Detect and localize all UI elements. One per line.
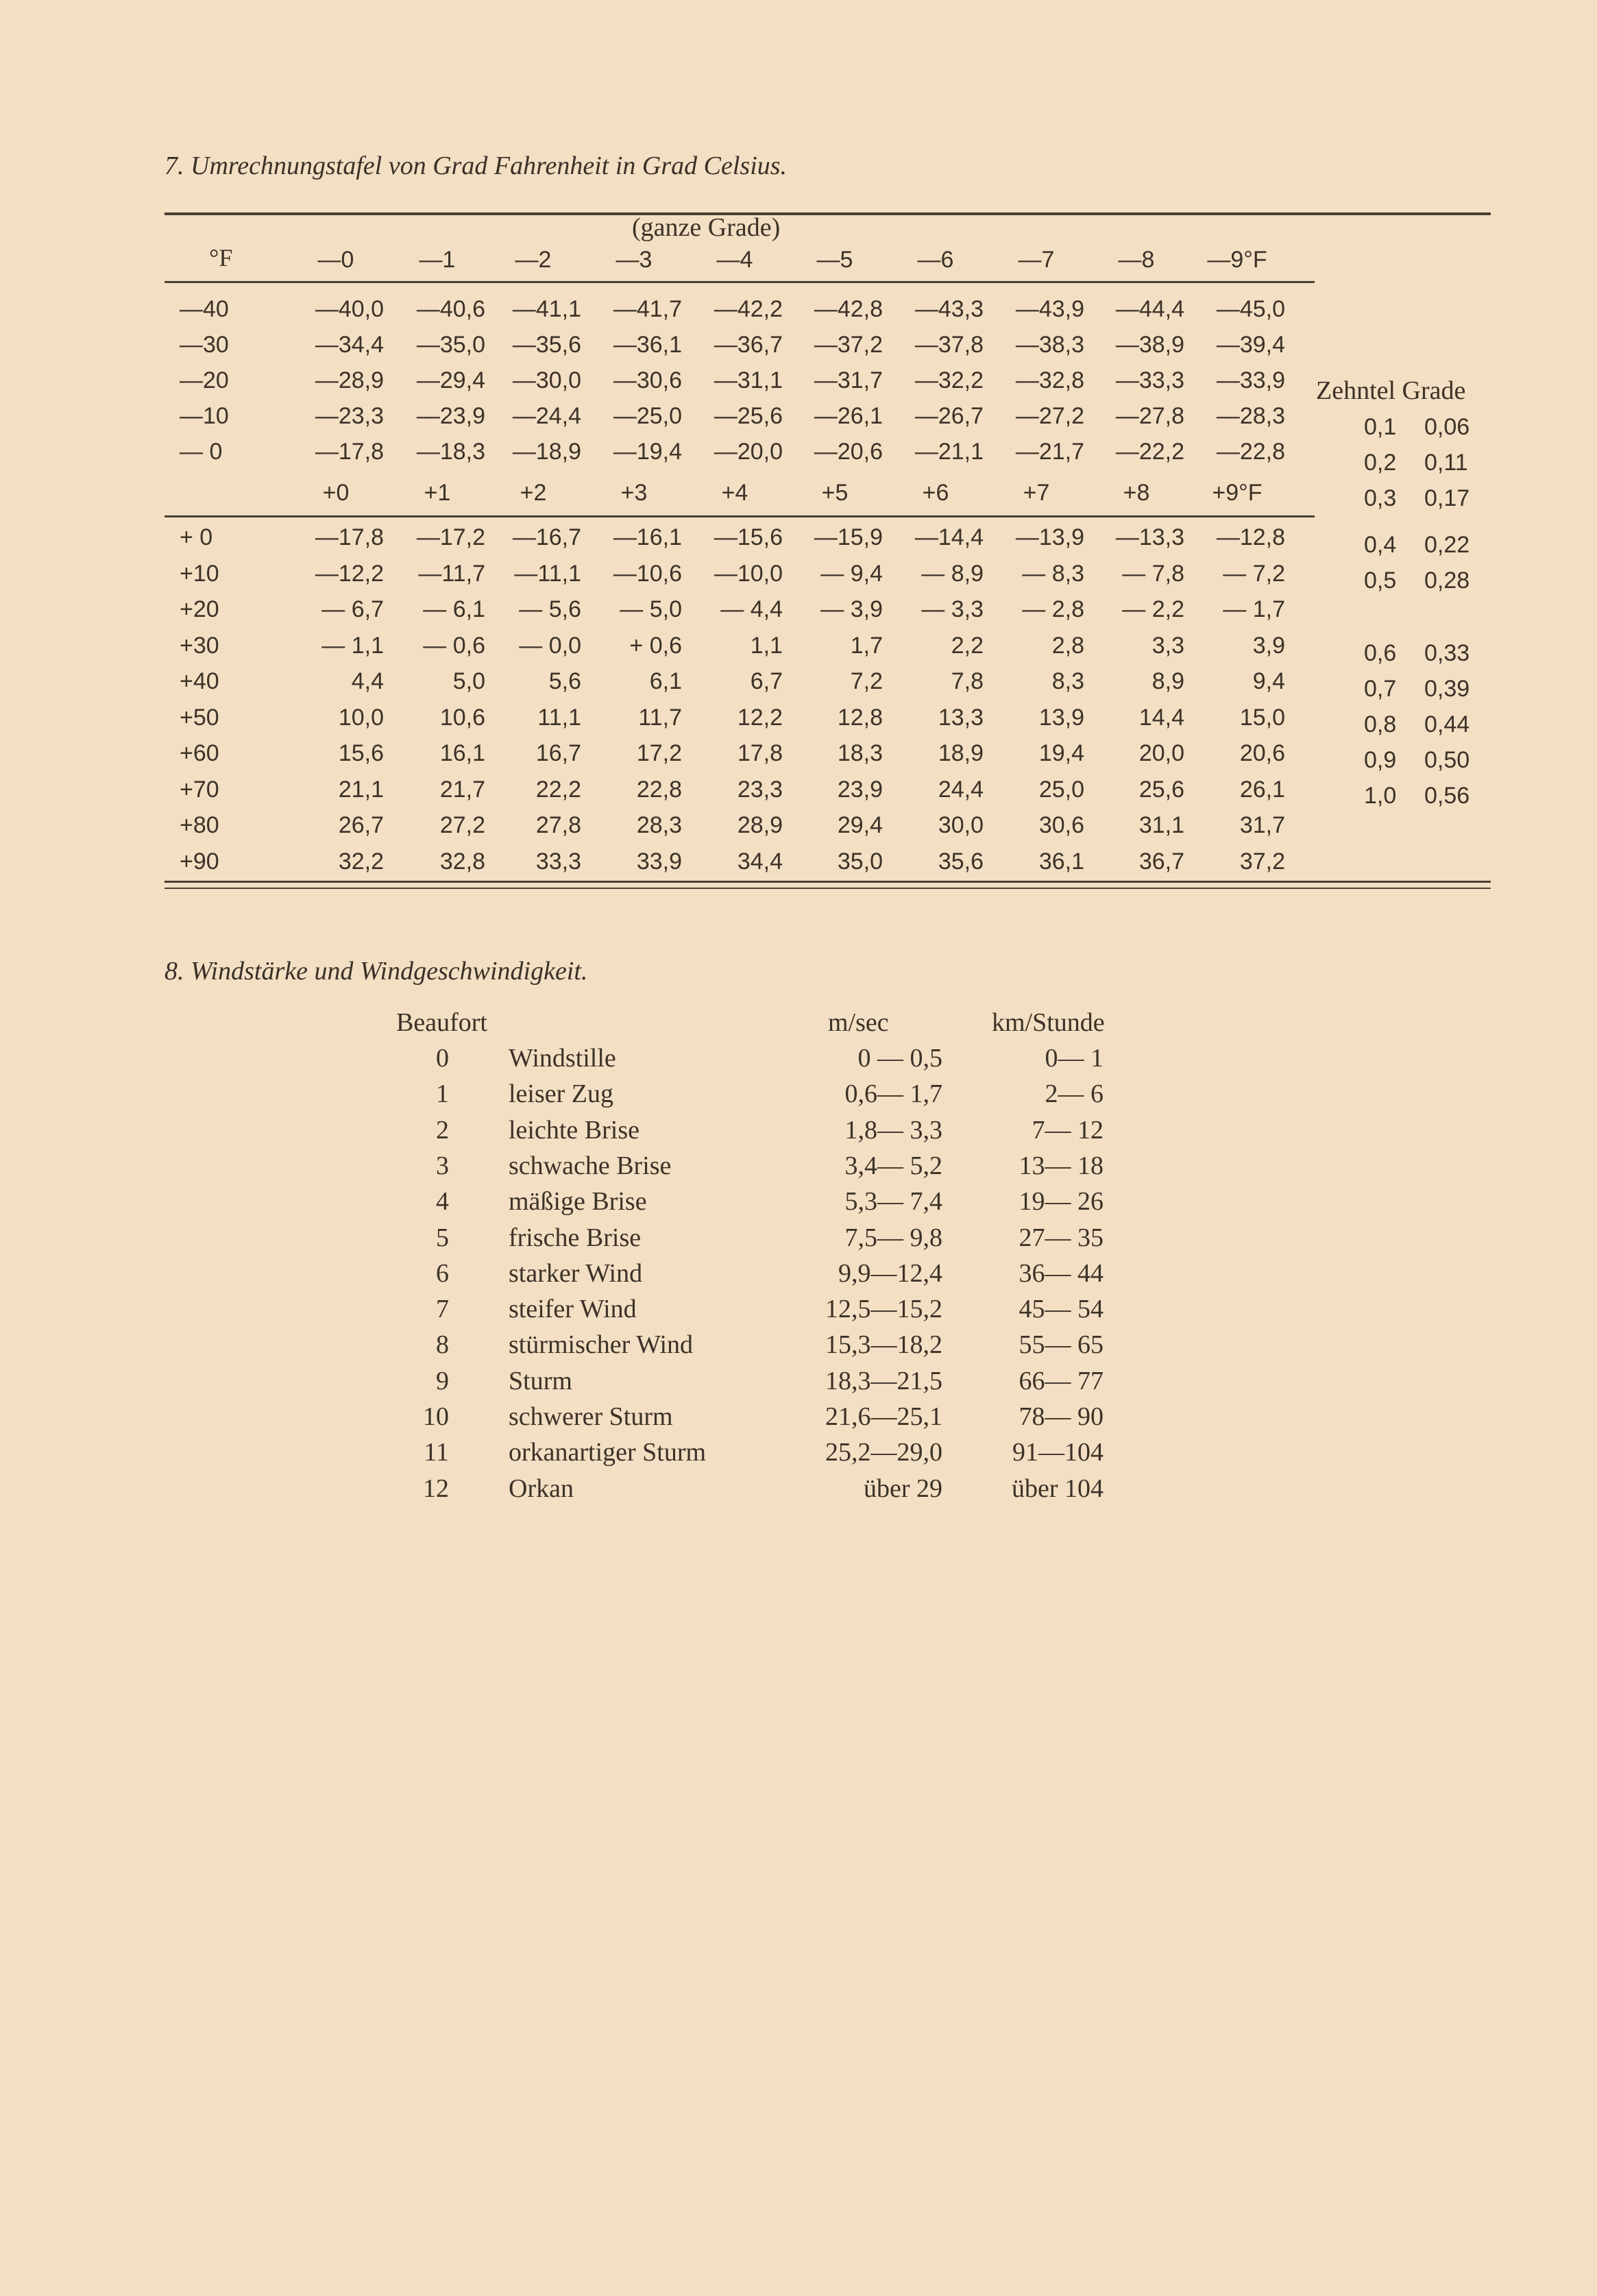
table-cell: —12,8: [1216, 524, 1285, 550]
table-cell: —27,2: [1015, 403, 1084, 429]
wind-ms: 18,3—21,5: [825, 1367, 942, 1395]
tenths-c: 0,17: [1424, 485, 1470, 511]
wind-description: leiser Zug: [509, 1079, 614, 1108]
table-cell: 21,7: [439, 777, 485, 803]
beaufort-number: 0: [436, 1044, 449, 1073]
table-cell: —25,6: [714, 403, 783, 429]
wind-description: steifer Wind: [509, 1295, 637, 1323]
section-7-title: 7. Umrechnungstafel von Grad Fahrenheit in Grad Celsius.: [164, 151, 788, 180]
beaufort-number: 6: [436, 1259, 449, 1288]
beaufort-header: Beaufort: [396, 1008, 487, 1037]
table-cell: —11,7: [418, 561, 485, 587]
table-cell: — 1,7: [1223, 596, 1285, 622]
table-cell: —21,1: [914, 439, 984, 465]
beaufort-number: 2: [436, 1116, 449, 1145]
table-cell: —28,3: [1216, 403, 1285, 429]
tenths-c: 0,56: [1424, 783, 1470, 809]
table-cell: 15,6: [338, 740, 384, 766]
table-cell: 6,7: [750, 668, 783, 694]
table-cell: —32,2: [914, 367, 984, 393]
table-cell: — 0,0: [519, 633, 581, 659]
table-cell: —21,7: [1015, 439, 1084, 465]
table-cell: 8,9: [1151, 668, 1184, 694]
table-cell: —28,9: [315, 367, 384, 393]
tenths-f: 0,9: [1364, 747, 1397, 773]
table-cell: —16,1: [613, 524, 682, 550]
beaufort-number: 3: [436, 1151, 449, 1180]
header-rule: [164, 281, 1315, 283]
row-f-label: — 0: [180, 439, 223, 465]
table-cell: 3,9: [1252, 633, 1285, 659]
table-cell: —22,8: [1216, 439, 1285, 465]
tenths-f: 0,5: [1364, 567, 1397, 594]
wind-kmh: 2— 6: [1045, 1079, 1104, 1108]
table-cell: 35,6: [938, 848, 984, 875]
table-cell: —13,3: [1115, 524, 1184, 550]
table-cell: 3,3: [1151, 633, 1184, 659]
table-cell: 23,9: [837, 777, 883, 803]
table-cell: —31,1: [714, 367, 783, 393]
col-header-minus: —8: [1118, 247, 1155, 273]
table-cell: —36,1: [613, 332, 682, 358]
wind-ms: 5,3— 7,4: [844, 1187, 942, 1216]
beaufort-number: 12: [423, 1474, 449, 1503]
row-f-label: +30: [180, 633, 219, 659]
table-cell: 22,2: [535, 777, 581, 803]
table-cell: — 8,9: [921, 561, 984, 587]
table-cell: — 6,1: [423, 596, 485, 622]
table-cell: —18,3: [416, 439, 485, 465]
table-cell: —20,0: [714, 439, 783, 465]
table-cell: 11,1: [537, 705, 581, 731]
wind-description: frische Brise: [509, 1223, 642, 1252]
table-cell: —12,2: [315, 561, 384, 587]
wind-ms: über 29: [863, 1474, 942, 1503]
wind-kmh: 78— 90: [1019, 1402, 1104, 1431]
table-cell: — 4,4: [720, 596, 783, 622]
tenths-f: 0,4: [1364, 532, 1397, 558]
wind-description: mäßige Brise: [509, 1187, 647, 1216]
tenths-c: 0,50: [1424, 747, 1470, 773]
wind-ms: 0,6— 1,7: [844, 1079, 942, 1108]
ms-header: m/sec: [828, 1008, 889, 1037]
row-f-label: —10: [180, 403, 229, 429]
table-cell: —13,9: [1015, 524, 1084, 550]
table-cell: 7,8: [951, 668, 984, 694]
table-cell: 30,6: [1038, 812, 1084, 838]
table-cell: —44,4: [1115, 296, 1184, 322]
wind-ms: 15,3—18,2: [825, 1330, 942, 1359]
wind-description: schwerer Sturm: [509, 1402, 673, 1431]
plus-header-rule: [164, 515, 1315, 517]
table-cell: 8,3: [1051, 668, 1084, 694]
col-header-minus: —6: [917, 247, 954, 273]
wind-description: starker Wind: [509, 1259, 643, 1288]
table-cell: 28,9: [737, 812, 783, 838]
table-cell: —39,4: [1216, 332, 1285, 358]
table-cell: 10,6: [439, 705, 485, 731]
beaufort-number: 11: [424, 1438, 449, 1467]
table-cell: 1,7: [850, 633, 883, 659]
tenths-c: 0,28: [1424, 567, 1470, 594]
col-header-minus: —7: [1018, 247, 1055, 273]
row-f-label: +90: [180, 848, 219, 875]
wind-description: Windstille: [509, 1044, 616, 1073]
beaufort-number: 5: [436, 1223, 449, 1252]
table-cell: 12,2: [737, 705, 783, 731]
table-cell: —37,2: [814, 332, 883, 358]
col-header-minus: —0: [317, 247, 354, 273]
table-cell: — 0,6: [423, 633, 485, 659]
table-cell: 21,1: [338, 777, 384, 803]
table-cell: 12,8: [837, 705, 883, 731]
table-cell: 31,7: [1239, 812, 1285, 838]
wind-ms: 7,5— 9,8: [844, 1223, 942, 1252]
table-cell: 29,4: [837, 812, 883, 838]
kmh-header: km/Stunde: [992, 1008, 1105, 1037]
table-cell: 25,6: [1138, 777, 1184, 803]
table-cell: —20,6: [814, 439, 883, 465]
row-f-label: + 0: [180, 524, 213, 550]
table-cell: — 9,4: [820, 561, 883, 587]
table-cell: 2,2: [951, 633, 984, 659]
table-cell: 10,0: [338, 705, 384, 731]
table-cell: 28,3: [636, 812, 682, 838]
table-cell: 18,3: [837, 740, 883, 766]
table-cell: —35,0: [416, 332, 485, 358]
row-f-label: —30: [180, 332, 229, 358]
wind-kmh: 19— 26: [1019, 1187, 1104, 1216]
table-cell: — 6,7: [321, 596, 384, 622]
col-header-plus: +4: [721, 480, 748, 506]
table-cell: — 2,2: [1122, 596, 1184, 622]
row-f-label: +60: [180, 740, 219, 766]
wind-ms: 3,4— 5,2: [844, 1151, 942, 1180]
table-cell: — 8,3: [1022, 561, 1084, 587]
table-cell: —11,1: [514, 561, 581, 587]
wind-kmh: 55— 65: [1019, 1330, 1104, 1359]
table-cell: —43,3: [914, 296, 984, 322]
col-header-minus: —9°F: [1207, 247, 1267, 273]
tenths-f: 0,6: [1364, 640, 1397, 666]
wind-ms: 25,2—29,0: [825, 1438, 942, 1467]
tenths-f: 0,3: [1364, 485, 1397, 511]
table-cell: 26,1: [1239, 777, 1285, 803]
table-cell: 13,3: [938, 705, 984, 731]
table-cell: + 0,6: [629, 633, 682, 659]
table-cell: 22,8: [636, 777, 682, 803]
table-cell: —10,0: [714, 561, 783, 587]
table-cell: —26,1: [814, 403, 883, 429]
col-header-plus: +2: [520, 480, 547, 506]
table-cell: —14,4: [914, 524, 984, 550]
wind-kmh: über 104: [1011, 1474, 1104, 1503]
table-cell: 6,1: [649, 668, 682, 694]
tenths-f: 1,0: [1364, 783, 1397, 809]
table-cell: 17,2: [636, 740, 682, 766]
table-cell: 32,8: [439, 848, 485, 875]
wind-kmh: 91—104: [1012, 1438, 1104, 1467]
table-bottom-rule: [164, 881, 1491, 883]
table-cell: —42,2: [714, 296, 783, 322]
table-cell: 23,3: [737, 777, 783, 803]
wind-kmh: 27— 35: [1019, 1223, 1104, 1252]
col-header-plus: +3: [620, 480, 648, 506]
table-cell: 33,3: [535, 848, 581, 875]
tenths-c: 0,22: [1424, 532, 1470, 558]
table-cell: —40,6: [416, 296, 485, 322]
tenths-f: 0,2: [1364, 450, 1397, 476]
table-cell: 5,6: [548, 668, 581, 694]
col-header-plus: +7: [1023, 480, 1050, 506]
col-header-plus: +9°F: [1212, 480, 1263, 506]
table-cell: — 1,1: [321, 633, 384, 659]
table-cell: 34,4: [737, 848, 783, 875]
table-cell: 16,1: [439, 740, 485, 766]
table-cell: —37,8: [914, 332, 984, 358]
wind-ms: 1,8— 3,3: [844, 1116, 942, 1145]
tenths-c: 0,33: [1424, 640, 1470, 666]
table-cell: 1,1: [750, 633, 783, 659]
table-cell: —17,8: [315, 439, 384, 465]
table-cell: 2,8: [1051, 633, 1084, 659]
col-header-plus: +0: [322, 480, 350, 506]
table-cell: 16,7: [535, 740, 581, 766]
table-cell: 35,0: [837, 848, 883, 875]
wind-description: orkanartiger Sturm: [509, 1438, 707, 1467]
wind-kmh: 45— 54: [1019, 1295, 1104, 1323]
table-cell: —23,3: [315, 403, 384, 429]
wind-description: schwache Brise: [509, 1151, 672, 1180]
table-cell: 11,7: [638, 705, 682, 731]
tenths-f: 0,1: [1364, 414, 1397, 440]
wind-description: stürmischer Wind: [509, 1330, 694, 1359]
wind-ms: 9,9—12,4: [838, 1259, 942, 1288]
beaufort-number: 1: [436, 1079, 449, 1108]
table-cell: —23,9: [416, 403, 485, 429]
col-header-minus: —3: [615, 247, 653, 273]
section-8-title: 8. Windstärke und Windgeschwindigkeit.: [164, 957, 588, 986]
table-cell: —38,9: [1115, 332, 1184, 358]
table-cell: 32,2: [338, 848, 384, 875]
table-cell: —32,8: [1015, 367, 1084, 393]
tenths-f: 0,7: [1364, 676, 1397, 702]
table-cell: 36,1: [1038, 848, 1084, 875]
table-cell: —15,6: [714, 524, 783, 550]
row-f-label: +70: [180, 777, 219, 803]
beaufort-number: 9: [436, 1367, 449, 1395]
beaufort-number: 7: [436, 1295, 449, 1323]
table-cell: —10,6: [613, 561, 682, 587]
tenths-c: 0,44: [1424, 711, 1470, 737]
table-cell: 31,1: [1138, 812, 1184, 838]
table-cell: —40,0: [315, 296, 384, 322]
table-cell: 13,9: [1038, 705, 1084, 731]
wind-description: Sturm: [509, 1367, 572, 1395]
row-f-label: +50: [180, 705, 219, 731]
table-cell: 25,0: [1038, 777, 1084, 803]
tenths-f: 0,8: [1364, 711, 1397, 737]
table-cell: 4,4: [351, 668, 384, 694]
wind-kmh: 7— 12: [1032, 1116, 1104, 1145]
table-cell: 20,0: [1138, 740, 1184, 766]
wind-kmh: 0— 1: [1045, 1044, 1104, 1073]
row-f-label: —40: [180, 296, 229, 322]
table-cell: —30,6: [613, 367, 682, 393]
table-cell: —15,9: [814, 524, 883, 550]
beaufort-number: 4: [436, 1187, 449, 1216]
col-header-plus: +6: [922, 480, 949, 506]
table-cell: — 7,8: [1122, 561, 1184, 587]
beaufort-number: 10: [423, 1402, 449, 1431]
table-cell: —17,2: [416, 524, 485, 550]
header-caption: (ganze Grade): [632, 213, 781, 242]
tenths-c: 0,39: [1424, 676, 1470, 702]
table-cell: —43,9: [1015, 296, 1084, 322]
table-cell: — 3,9: [820, 596, 883, 622]
table-cell: 30,0: [938, 812, 984, 838]
table-cell: —24,4: [512, 403, 581, 429]
row-f-label: +80: [180, 812, 219, 838]
table-cell: —22,2: [1115, 439, 1184, 465]
table-cell: 37,2: [1239, 848, 1285, 875]
table-cell: 26,7: [338, 812, 384, 838]
table-cell: —25,0: [613, 403, 682, 429]
col-header-minus: —2: [515, 247, 552, 273]
table-cell: — 7,2: [1223, 561, 1285, 587]
table-cell: —33,9: [1216, 367, 1285, 393]
table-cell: —41,7: [613, 296, 682, 322]
wind-description: Orkan: [509, 1474, 574, 1503]
table-cell: 14,4: [1138, 705, 1184, 731]
table-cell: —26,7: [914, 403, 984, 429]
row-f-label: +20: [180, 596, 219, 622]
table-cell: —34,4: [315, 332, 384, 358]
table-cell: —36,7: [714, 332, 783, 358]
table-cell: 18,9: [938, 740, 984, 766]
table-cell: —42,8: [814, 296, 883, 322]
wind-ms: 21,6—25,1: [825, 1402, 942, 1431]
wind-kmh: 36— 44: [1019, 1259, 1104, 1288]
wind-description: leichte Brise: [509, 1116, 639, 1145]
tenths-header: Zehntel Grade: [1316, 376, 1466, 405]
table-cell: —19,4: [613, 439, 682, 465]
tenths-c: 0,06: [1424, 414, 1470, 440]
table-cell: — 5,6: [519, 596, 581, 622]
table-cell: —45,0: [1216, 296, 1285, 322]
col-header-plus: +5: [821, 480, 849, 506]
table-cell: —27,8: [1115, 403, 1184, 429]
col-header-minus: —1: [419, 247, 456, 273]
table-cell: —33,3: [1115, 367, 1184, 393]
table-cell: —38,3: [1015, 332, 1084, 358]
table-cell: — 2,8: [1022, 596, 1084, 622]
table-cell: — 3,3: [921, 596, 984, 622]
wind-ms: 0 — 0,5: [857, 1044, 942, 1073]
row-f-label: +10: [180, 561, 219, 587]
table-cell: —18,9: [512, 439, 581, 465]
row-f-label: +40: [180, 668, 219, 694]
table-cell: — 5,0: [620, 596, 682, 622]
table-cell: —29,4: [416, 367, 485, 393]
table-cell: 20,6: [1239, 740, 1285, 766]
table-cell: 15,0: [1239, 705, 1285, 731]
table-cell: 27,8: [535, 812, 581, 838]
table-cell: —16,7: [512, 524, 581, 550]
table-cell: —35,6: [512, 332, 581, 358]
row-f-label: —20: [180, 367, 229, 393]
table-cell: 7,2: [850, 668, 883, 694]
table-cell: 9,4: [1252, 668, 1285, 694]
col-header-plus: +8: [1123, 480, 1150, 506]
f-header: °F: [209, 244, 233, 271]
table-cell: —31,7: [814, 367, 883, 393]
table-cell: 5,0: [452, 668, 485, 694]
col-header-plus: +1: [424, 480, 451, 506]
col-header-minus: —5: [816, 247, 853, 273]
table-cell: 17,8: [737, 740, 783, 766]
table-top-rule: [164, 212, 1491, 215]
wind-ms: 12,5—15,2: [825, 1295, 942, 1323]
table-cell: 33,9: [636, 848, 682, 875]
wind-kmh: 66— 77: [1019, 1367, 1104, 1395]
tenths-c: 0,11: [1424, 450, 1468, 476]
table-cell: 36,7: [1138, 848, 1184, 875]
col-header-minus: —4: [716, 247, 753, 273]
table-cell: 19,4: [1038, 740, 1084, 766]
table-cell: 24,4: [938, 777, 984, 803]
table-cell: —17,8: [315, 524, 384, 550]
table-cell: —41,1: [512, 296, 581, 322]
table-cell: 27,2: [439, 812, 485, 838]
table-cell: —30,0: [512, 367, 581, 393]
table-bottom-rule-2: [164, 888, 1491, 889]
wind-kmh: 13— 18: [1019, 1151, 1104, 1180]
beaufort-number: 8: [436, 1330, 449, 1359]
